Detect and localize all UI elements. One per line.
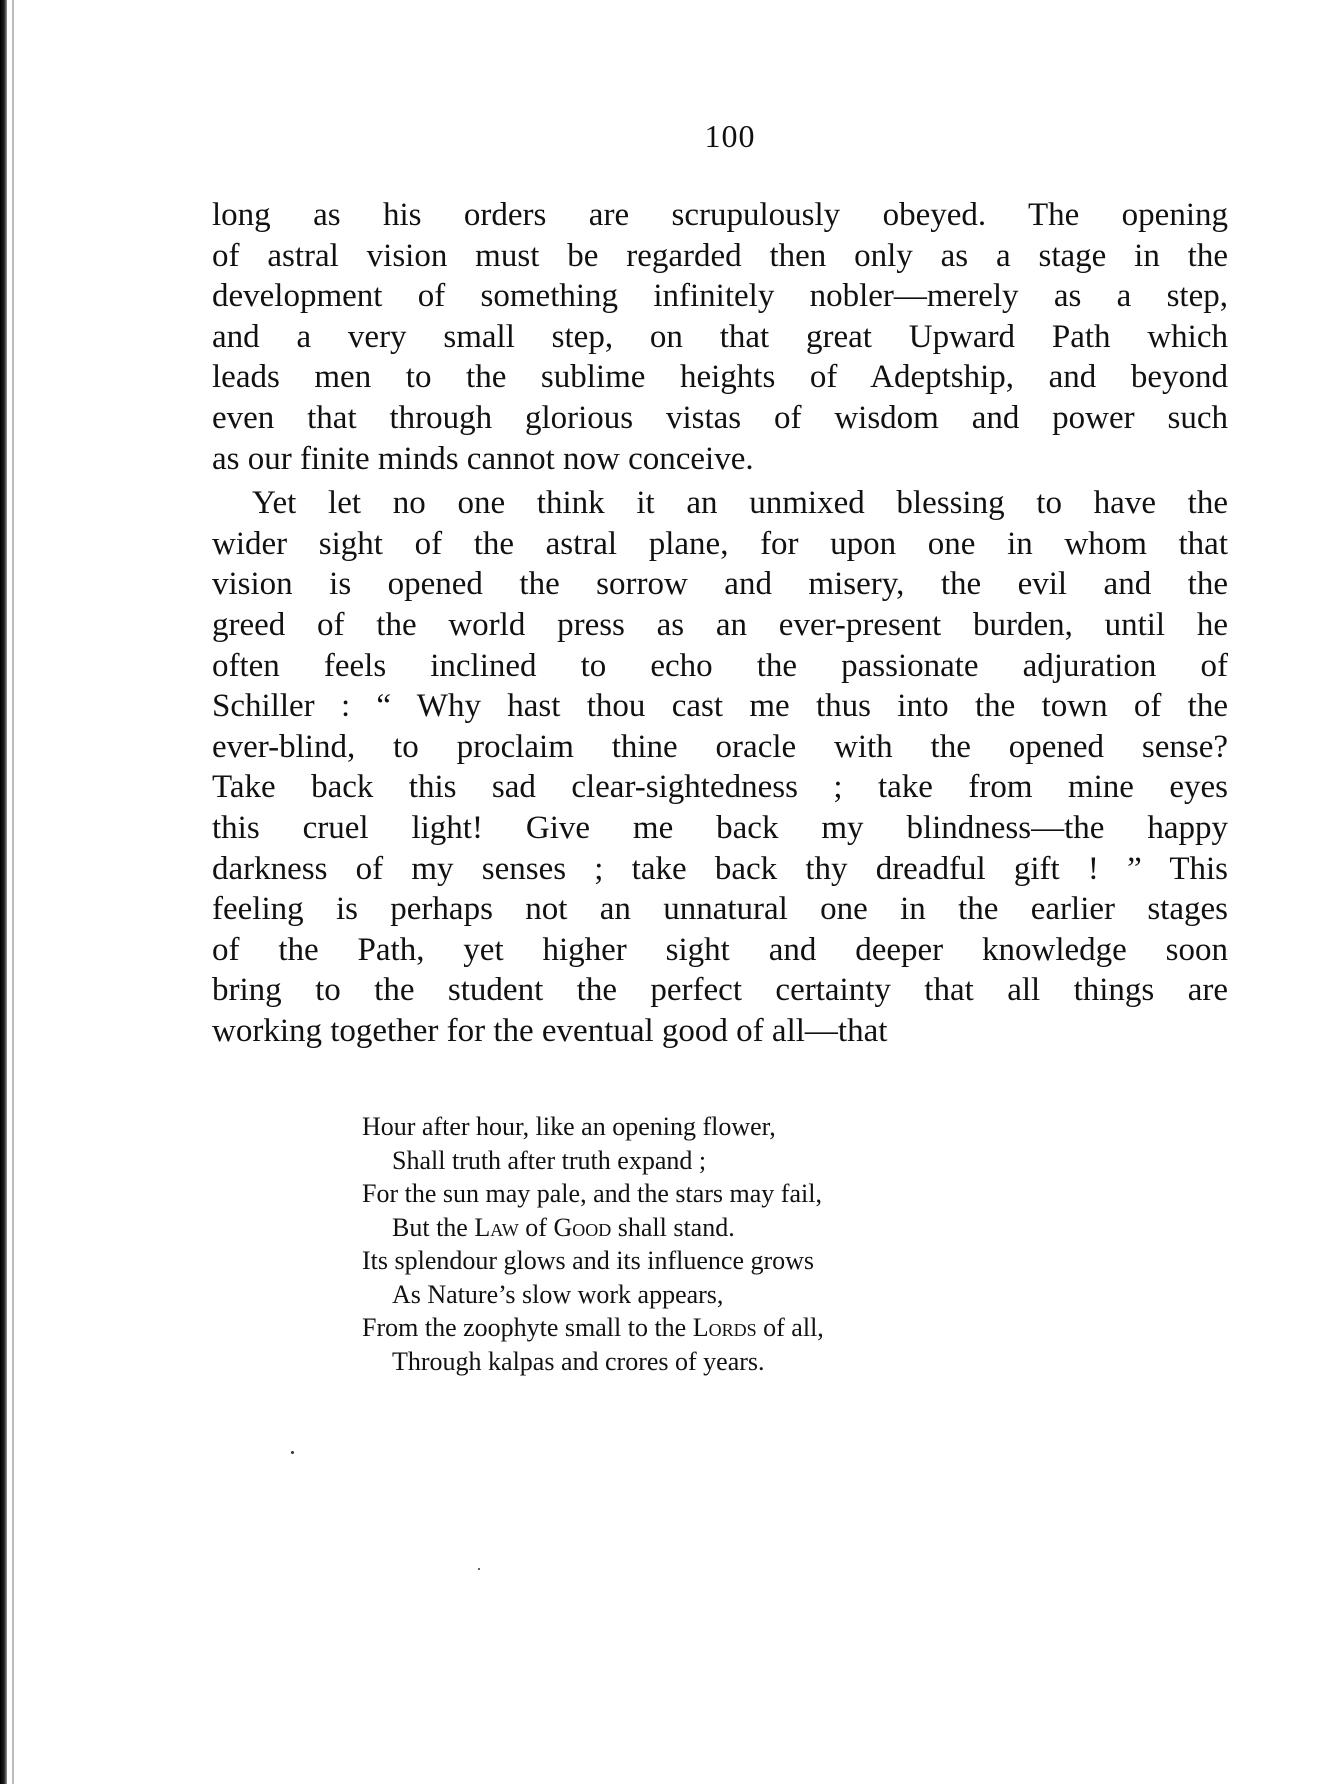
text-line: bring to the student the perfect certainty that all things are [212,972,1228,1009]
text-line: this cruel light! Give me back my blindness—the happy [212,809,1228,846]
text-line: often feels inclined to echo the passionate adjuration of [212,647,1228,684]
text-line: working together for the eventual good of all—that [212,1012,888,1049]
poem-line: Its splendour glows and its influence grows [362,1246,815,1275]
page-number: 100 [704,118,756,154]
poem-line: Shall truth after truth expand ; [392,1145,707,1175]
text-line: and a very small step, on that great Upward Path which [212,318,1228,355]
text-line: ever-blind, to proclaim thine oracle with the opened sense? [212,728,1228,765]
text-line: even that through glorious vistas of wisdom and power such [212,399,1228,436]
poem-line [362,1311,824,1345]
poem-text: From the zoophyte small to the [362,1313,693,1342]
poem-line: Through kalpas and crores of years. [392,1346,765,1376]
small-caps-good: Good [553,1212,612,1242]
text-line: leads men to the sublime heights of Adeptship, and beyond [212,359,1228,396]
scan-speck [478,1568,480,1570]
small-caps-law: Law [474,1212,519,1242]
poem-line [362,1211,824,1245]
scan-edge-line [12,0,14,1784]
poem-text: of all, [756,1313,824,1342]
text-line: greed of the world press as an ever-present burden, until he [212,606,1228,643]
text-line: of the Path, yet higher sight and deeper knowledge soon [212,931,1228,968]
scan-edge-border [0,0,7,1784]
paragraph-2 [212,483,1228,1051]
text-line: Take back this sad clear-sightedness ; take from mine eyes [212,769,1228,806]
text-line: darkness of my senses ; take back thy dreadful gift ! ” This [212,850,1228,887]
text-line: Schiller : “ Why hast thou cast me thus into the town of the [212,688,1228,725]
poem-line: Hour after hour, like an opening flower, [362,1112,776,1141]
text-line: as our finite minds cannot now conceive. [212,440,754,477]
text-line: of astral vision must be regarded then only as a stage in the [212,237,1228,274]
poem-line: As Nature’s slow work appears, [392,1279,724,1309]
poem-text: of [518,1212,554,1242]
scan-speck [291,1451,294,1454]
paragraph-1 [212,195,1228,479]
small-caps-lords: Lords [692,1313,757,1342]
poem-quotation [362,1110,824,1378]
poem-text: shall stand. [611,1212,735,1242]
text-line: vision is opened the sorrow and misery, the evil and the [212,566,1228,603]
text-line: development of something infinitely nobler—merely as a step, [212,278,1228,315]
text-line: Yet let no one think it an unmixed blessing to have the [252,485,1228,522]
poem-text: But the [392,1212,475,1242]
poem-line: For the sun may pale, and the stars may fail, [362,1179,822,1208]
body-text [212,195,1228,1051]
text-line: long as his orders are scrupulously obeyed. The opening [212,197,1228,233]
text-line: feeling is perhaps not an unnatural one in the earlier stages [212,891,1228,928]
text-line: wider sight of the astral plane, for upon one in whom that [212,525,1228,562]
